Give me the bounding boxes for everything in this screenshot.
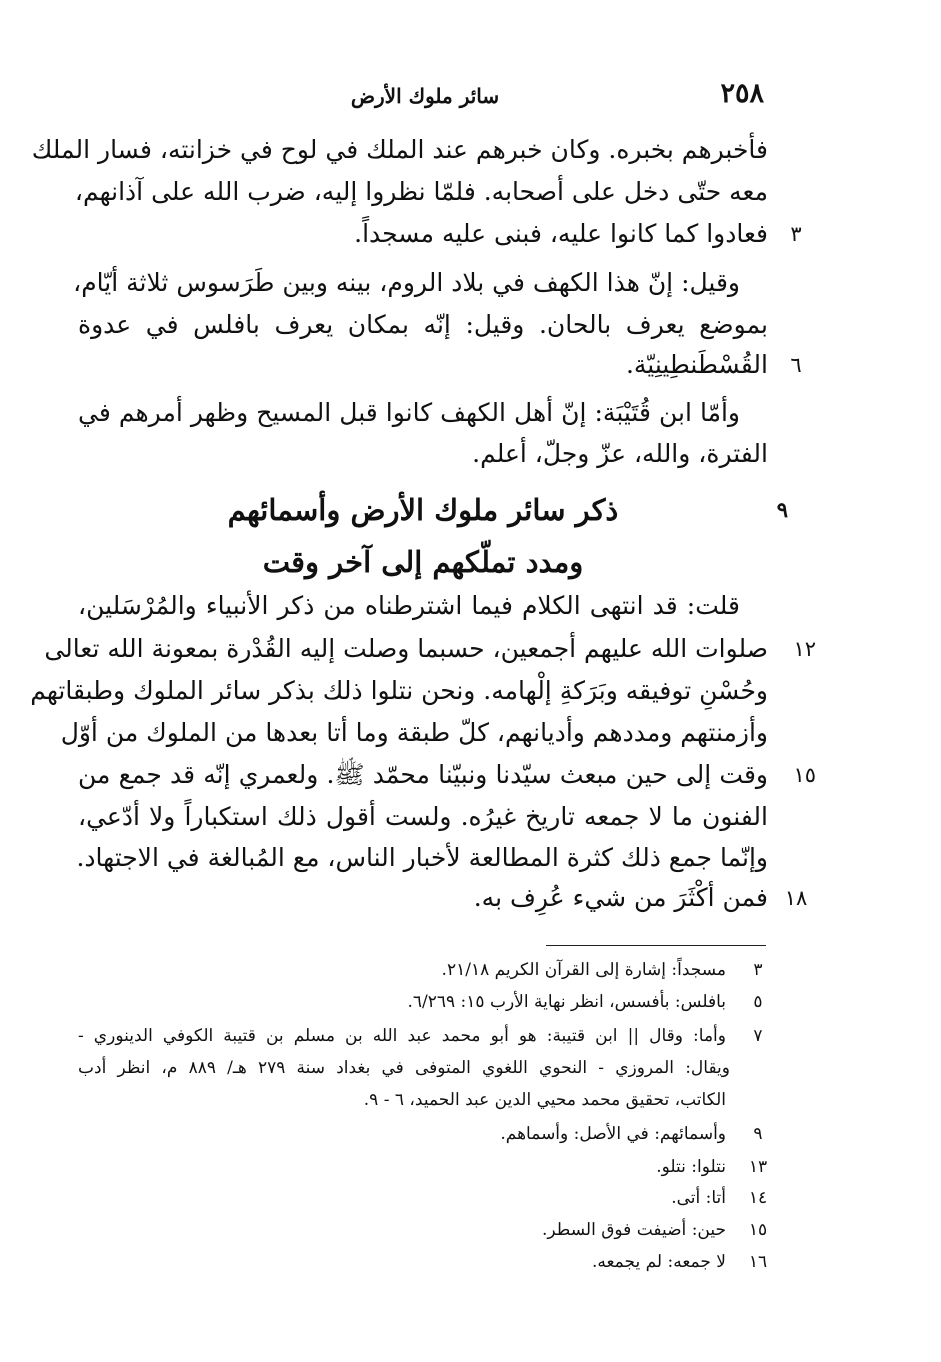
footnote-text: الكاتب، تحقيق محمد محيي الدين عبد الحميد، ٦ - ٩. <box>363 1090 726 1110</box>
footnote-number: ١٤ <box>748 1188 768 1208</box>
line-number: ٣ <box>790 222 802 246</box>
text-line: الفترة، والله، عزّ وجلّ، أعلم. <box>472 439 768 468</box>
text-line: فمن أكْثَرَ من شيء عُرِف به. ١٨ <box>78 878 768 918</box>
footnote-number: ٥ <box>753 992 763 1012</box>
footnote-text: حين: أضيفت فوق السطر. <box>542 1220 726 1240</box>
text-line: قلت: قد انتهى الكلام فيما اشترطناه من ذكر الأنبياء والمُرْسَلين، <box>78 591 740 620</box>
text-line: وإنّما جمع ذلك كثرة المطالعة لأخبار الناس، مع المُبالغة في الاجتهاد. <box>76 843 768 872</box>
footnote-rule <box>546 945 766 946</box>
text-line: وقت إلى حين مبعث سيّدنا ونبيّنا محمّد ﷺ. ولعمري إنّه قد جمع من ١٥ <box>78 755 768 795</box>
text-line: القُسْطَنطِينِيّة. ٦ <box>78 345 768 385</box>
footnote-text: بافلس: بأفسس، انظر نهاية الأرب ١٥: ٦/٢٦٩. <box>407 992 726 1012</box>
page-number: ٢٥٨ <box>720 78 764 109</box>
line-number: ١٥ <box>793 763 816 787</box>
text-line: وأزمنتهم ومددهم وأديانهم، كلّ طبقة وما أتا بعدها من الملوك من أوّل <box>60 718 768 747</box>
footnote-number: ١٣ <box>748 1157 768 1177</box>
footnote-text: ويقال: المروزي - النحوي اللغوي المتوفى في بغداد سنة ٢٧٩ هـ/ ٨٨٩ م، انظر أدب <box>78 1058 730 1078</box>
text-line: وحُسْنِ توفيقه وبَرَكةِ إلْهامه. ونحن نتلوا ذلك بذكر سائر الملوك وطبقاتهم <box>30 676 768 705</box>
footnote-number: ٩ <box>753 1124 763 1144</box>
heading-line-number: ٩ <box>776 497 788 522</box>
section-subheading: ومدد تملّكهم إلى آخر وقت <box>262 545 584 579</box>
footnote-number: ١٥ <box>748 1220 768 1240</box>
footnote-text: وأسمائهم: في الأصل: وأسماهم. <box>500 1124 726 1144</box>
footnote-text: أتا: أتى. <box>671 1188 726 1208</box>
footnote-text: لا جمعه: لم يجمعه. <box>591 1252 726 1272</box>
text-line: وقيل: إنّ هذا الكهف في بلاد الروم، بينه وبين طَرَسوس ثلاثة أيّام، <box>73 268 740 297</box>
text-line: صلوات الله عليهم أجمعين، حسبما وصلت إليه القُدْرة بمعونة الله تعالى ١٢ <box>78 629 768 669</box>
footnote-text: وأما: وقال || ابن قتيبة: هو أبو محمد عبد الله بن مسلم بن قتيبة الكوفي الدينوري - <box>78 1026 726 1046</box>
page-header <box>80 78 770 118</box>
footnote-number: ٣ <box>753 960 763 980</box>
footnote-text: نتلوا: نتلو. <box>656 1157 726 1177</box>
line-number: ١٨ <box>784 886 808 910</box>
line-number: ١٢ <box>793 637 816 661</box>
text-line: وأمّا ابن قُتَيْبَة: إنّ أهل الكهف كانوا قبل المسيح وظهر أمرهم في <box>78 398 740 427</box>
footnote-number: ٧ <box>753 1026 763 1046</box>
footnote-text: مسجداً: إشارة إلى القرآن الكريم ٢١/١٨. <box>441 960 726 980</box>
text-line: بموضع يعرف بالحان. وقيل: إنّه بمكان يعرف بافلس في عدوة <box>78 310 768 339</box>
text-line: الفنون ما لا جمعه تاريخ غيرُه. ولست أقول ذلك استكباراً ولا أدّعي، <box>78 802 768 831</box>
running-head: سائر ملوك الأرض <box>350 84 500 108</box>
footnote-number: ١٦ <box>748 1252 768 1272</box>
line-number: ٦ <box>790 353 802 377</box>
section-heading: ذكر سائر ملوك الأرض وأسمائهم ٩ <box>78 488 768 532</box>
text-line: معه حتّى دخل على أصحابه. فلمّا نظروا إليه، ضرب الله على آذانهم، <box>74 177 768 206</box>
text-line: فأخبرهم بخبره. وكان خبرهم عند الملك في لوح في خزانته، فسار الملك <box>31 135 768 164</box>
text-line: فعادوا كما كانوا عليه، فبنى عليه مسجداً. ٣ <box>78 214 768 254</box>
